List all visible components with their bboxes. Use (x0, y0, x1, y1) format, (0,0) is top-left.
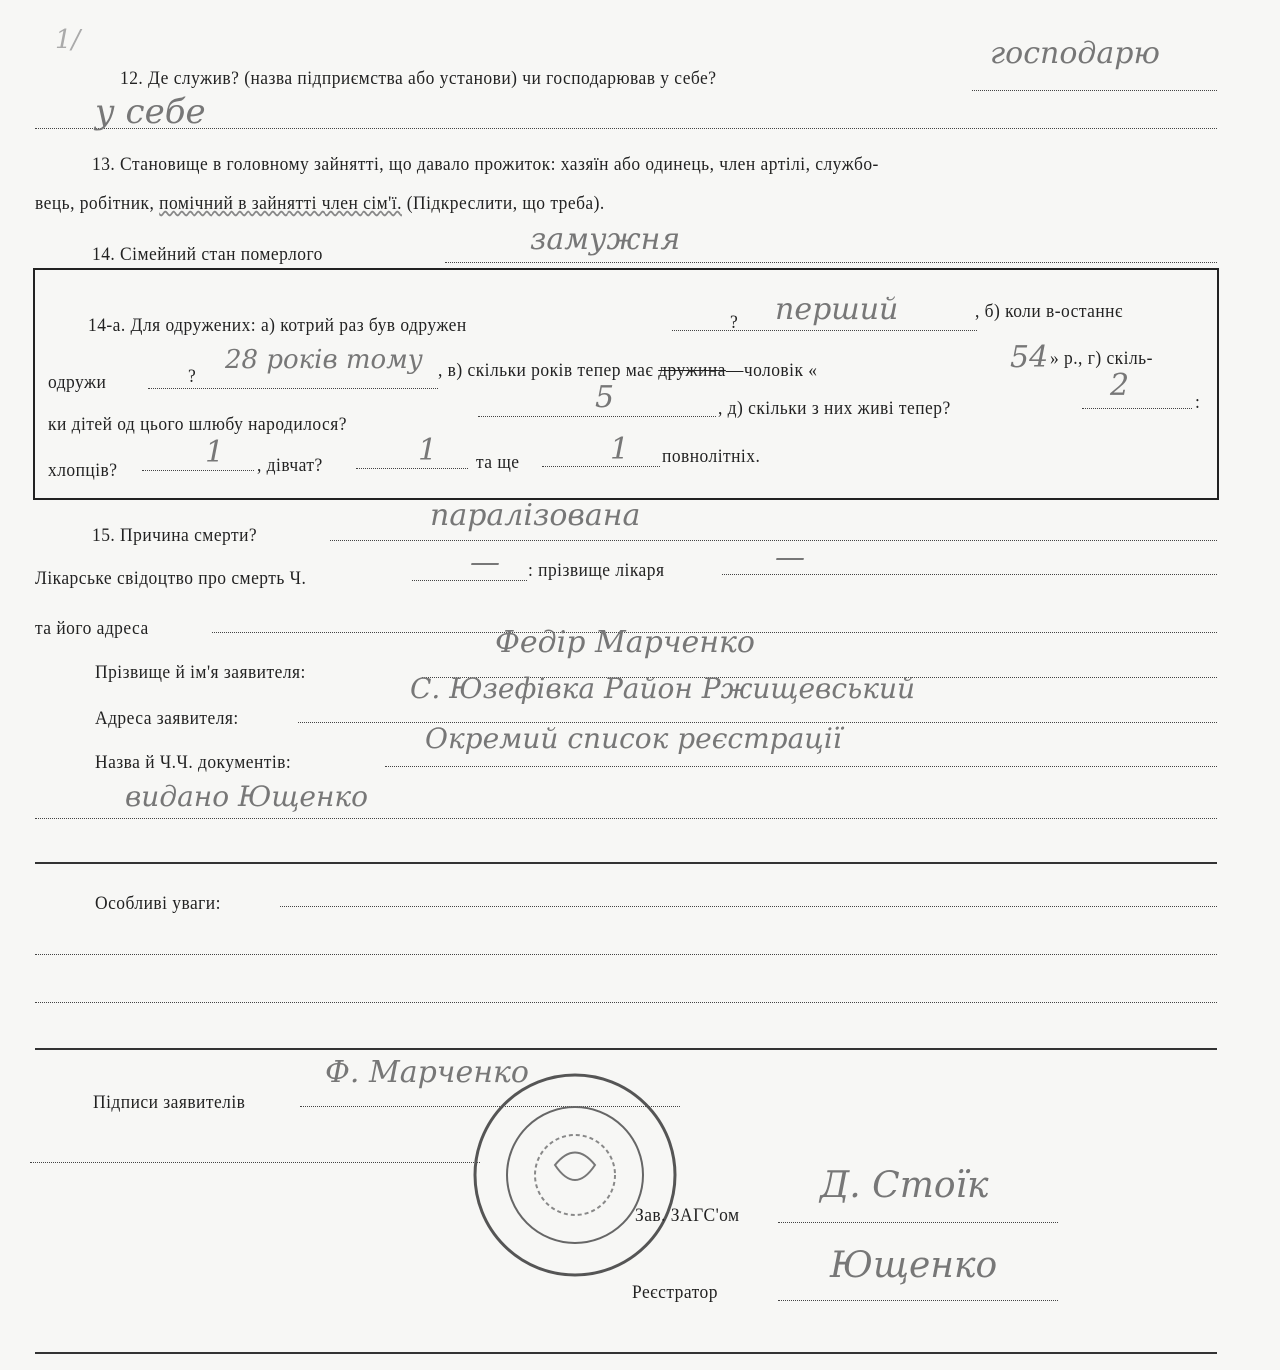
q15-answer: паралізована (430, 498, 641, 533)
q14a-answer-e: 2 (1110, 368, 1130, 403)
q14a-line2 (438, 360, 817, 382)
medical-cert-label: Лікарське свідоцтво про смерть Ч. (35, 568, 307, 589)
head-signature: Д. Стоїк (820, 1165, 989, 1206)
official-stamp (470, 1070, 680, 1280)
signature-line-2 (30, 1162, 480, 1163)
q14a-text: та ще (476, 452, 520, 473)
doctor-label: : прізвище лікаря (528, 560, 665, 581)
q14a-text: , дівчат? (257, 455, 323, 476)
notes-label: Особливі уваги: (95, 893, 221, 914)
q14a-text-b: , б) коли в-останнє (975, 301, 1123, 322)
struck-word: дружина (658, 360, 726, 381)
applicant-name: Федір Марченко (495, 625, 755, 660)
q12-label: 12. Де служив? (назва підприємства або установи) чи господарював у себе? (120, 68, 717, 89)
q12-line-2 (35, 128, 1217, 129)
q14a-text: хлопців? (48, 460, 118, 481)
applicant-address-label: Адреса заявителя: (95, 708, 239, 729)
head-signature-line (778, 1222, 1058, 1223)
q12-answer-2: у себе (95, 92, 206, 132)
q14a-answer-g: 1 (418, 433, 438, 468)
q14a-line1 (88, 315, 467, 337)
registrar-signature: Ющенко (830, 1245, 998, 1286)
q15-line (330, 540, 1217, 541)
q12-line (972, 90, 1217, 91)
documents-line-2 (35, 818, 1217, 819)
q14a-text: : (1195, 392, 1201, 413)
q14a-line-b (148, 388, 438, 389)
documents-label: Назва й Ч.Ч. документів: (95, 752, 292, 773)
q14a-answer-b: 28 років тому (225, 345, 423, 375)
applicant-signature: Ф. Марченко (325, 1055, 529, 1090)
q14a-line-h (542, 466, 660, 467)
documents-line (385, 766, 1217, 767)
q14a-label: 14-а. Для одружених: а) котрий раз був одружен (88, 315, 467, 336)
doctor-address-label: та його адреса (35, 618, 149, 639)
medical-line (412, 580, 527, 581)
q13-text: вець, робітник, (35, 193, 160, 214)
q14a-answer-d: 5 (595, 380, 615, 415)
q14a-line-f (142, 470, 254, 471)
q14a-text: —чоловік « (725, 360, 818, 381)
q13-line2 (35, 193, 605, 215)
q-mark: ? (188, 366, 197, 387)
notes-line (35, 954, 1217, 955)
q14-answer: замужня (530, 222, 681, 257)
divider (35, 1352, 1217, 1354)
q14a-answer-c: 54 (1010, 340, 1049, 375)
q14a-text: ки дітей од цього шлюбу народилося? (48, 414, 347, 435)
q14a-line-d (478, 416, 716, 417)
divider (35, 1048, 1217, 1050)
q14a-text-marry: одружи (48, 372, 107, 393)
notes-line (35, 1002, 1217, 1003)
documents-value-2: видано Ющенко (125, 780, 369, 813)
q14-line (445, 262, 1217, 263)
corner-mark: 1/ (55, 25, 81, 55)
divider (35, 862, 1217, 864)
head-label: Зав. ЗАГС'ом (635, 1205, 740, 1226)
q14a-text: повнолітніх. (662, 446, 761, 467)
applicant-address: С. Юзефівка Район Ржищевський (410, 672, 916, 705)
q14-label: 14. Сімейний стан померлого (92, 244, 323, 265)
applicants-signature-label: Підписи заявителів (93, 1092, 246, 1113)
q14a-text: , д) скільки з них живі тепер? (718, 398, 951, 419)
q-mark: ? (730, 312, 739, 333)
q14a-text: , в) скільки років тепер має (438, 360, 654, 381)
registrar-label: Реєстратор (632, 1282, 718, 1303)
q14a-answer-h: 1 (610, 432, 630, 467)
notes-line (280, 906, 1217, 907)
q13-note: (Підкреслити, що треба). (401, 193, 605, 214)
q14a-line-a (672, 330, 977, 331)
documents-value: Окремий список реєстрації (425, 722, 842, 755)
q14a-line-e (1082, 408, 1192, 409)
q15-label: 15. Причина смерти? (92, 525, 258, 546)
q14a-answer-f: 1 (205, 435, 225, 470)
applicant-name-label: Прізвище й ім'я заявителя: (95, 662, 306, 683)
q13-underlined-option: помічний в зайнятті член сім'ї. (159, 193, 402, 214)
medical-cert-number: — (470, 545, 500, 580)
q13-line1: 13. Становище в головному зайнятті, що давало прожиток: хазяїн або одинець, член артілі, службо- (92, 154, 879, 175)
doctor-name: — (775, 540, 805, 575)
q14a-text: » р., г) скіль- (1050, 348, 1153, 369)
registrar-signature-line (778, 1300, 1058, 1301)
q14a-answer-a: перший (775, 292, 899, 327)
q12-answer: господарю (990, 36, 1160, 71)
q14a-line-g (356, 468, 468, 469)
